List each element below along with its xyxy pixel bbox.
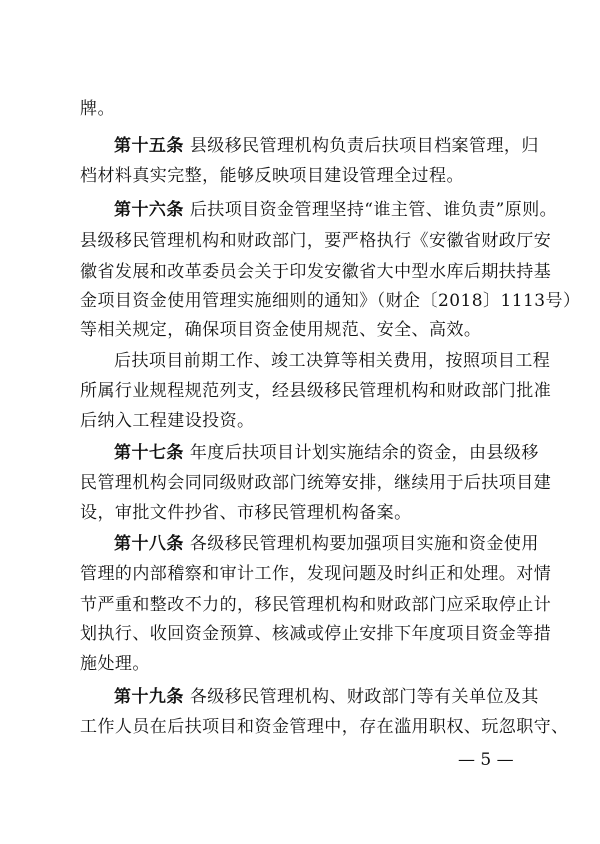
text-line: 后扶项目前期工作、竣工决算等相关费用，按照项目工程: [114, 351, 551, 371]
text-line: 后纳入工程建设投资。: [80, 411, 255, 431]
text-line: 工作人员在后扶项目和资金管理中，存在滥用职权、玩忽职守、: [80, 717, 569, 737]
article-19-line: 第十九条 各级移民管理机构、财政部门等有关单位及其: [114, 687, 539, 707]
text-line: 等相关规定，确保项目资金使用规范、安全、高效。: [80, 320, 482, 340]
text-line: 施处理。: [80, 654, 150, 674]
article-16-line: 第十六条 后扶项目资金管理坚持“谁主管、谁负责”原则。: [114, 200, 558, 220]
text-line: 徽省发展和改革委员会关于印发安徽省大中型水库后期扶持基: [80, 262, 552, 282]
text-line: 管理的内部稽察和审计工作，发现问题及时纠正和处理。对情: [80, 564, 552, 584]
text-line: 县级移民管理机构和财政部门，要严格执行《安徽省财政厅安: [80, 231, 552, 251]
text-line: 所属行业规程规范列支，经县级移民管理机构和财政部门批准: [80, 381, 552, 401]
article-heading: 第十六条: [114, 200, 184, 220]
article-heading: 第十八条: [114, 534, 184, 554]
article-17-line: 第十七条 年度后扶项目计划实施结余的资金，由县级移: [114, 443, 539, 463]
text-line: 民管理机构会同同级财政部门统筹安排，继续用于后扶项目建: [80, 473, 552, 493]
article-15-line: 第十五条 县级移民管理机构负责后扶项目档案管理，归: [114, 136, 539, 156]
text-line: 牌。: [80, 99, 115, 119]
text-line: 设，审批文件抄省、市移民管理机构备案。: [80, 503, 412, 523]
page-number: — 5 —: [458, 750, 514, 770]
text-line: 划执行、收回资金预算、核减或停止安排下年度项目资金等措: [80, 624, 552, 644]
text-line: 档材料真实完整，能够反映项目建设管理全过程。: [80, 166, 464, 186]
article-heading: 第十七条: [114, 443, 184, 463]
text-line: 节严重和整改不力的，移民管理机构和财政部门应采取停止计: [80, 595, 552, 615]
article-heading: 第十五条: [114, 136, 184, 156]
text-line: 金项目资金使用管理实施细则的通知》（财企〔2018〕1113号）: [80, 291, 581, 311]
article-heading: 第十九条: [114, 687, 184, 707]
article-18-line: 第十八条 各级移民管理机构要加强项目实施和资金使用: [114, 534, 539, 554]
